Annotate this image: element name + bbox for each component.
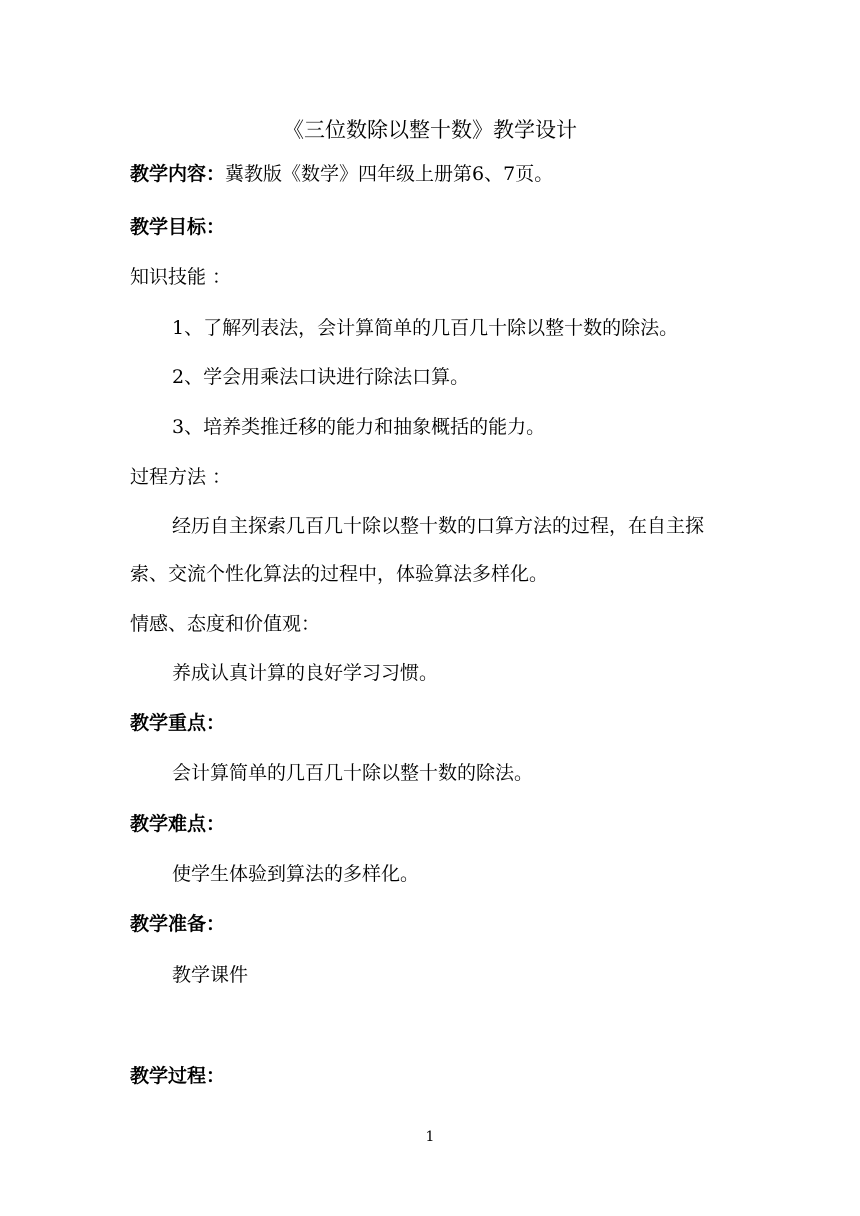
- process-heading: 过程方法 ：: [130, 466, 232, 488]
- content-text: 冀教版《数学》四年级上册第6、7页。: [225, 163, 554, 185]
- knowledge-item-2: 2、学会用乘法口诀进行除法口算。: [172, 366, 470, 388]
- process-text-line-2: 索、交流个性化算法的过程中，体验算法多样化。: [130, 563, 549, 585]
- knowledge-item-3: 3、培养类推迁移的能力和抽象概括的能力。: [172, 416, 546, 438]
- page-number: 1: [425, 1129, 435, 1145]
- emotion-heading: 情感、态度和价值观：: [130, 613, 321, 635]
- difficulty-heading: 教学难点：: [130, 813, 226, 835]
- preparation-heading: 教学准备：: [130, 913, 226, 935]
- document-title: 《三位数除以整十数》教学设计: [283, 118, 577, 142]
- objectives-heading: 教学目标：: [130, 216, 226, 238]
- process-section-heading: 教学过程：: [130, 1065, 226, 1087]
- knowledge-heading: 知识技能 ：: [130, 266, 232, 288]
- content-line: [130, 162, 553, 186]
- difficulty-text: 使学生体验到算法的多样化。: [172, 863, 420, 885]
- key-point-heading: 教学重点：: [130, 712, 226, 734]
- knowledge-item-1: 1、了解列表法，会计算简单的几百几十除以整十数的除法。: [172, 317, 679, 339]
- key-point-text: 会计算简单的几百几十除以整十数的除法。: [172, 762, 534, 784]
- preparation-text: 教学课件: [172, 964, 249, 986]
- content-label: 教学内容：: [130, 163, 226, 185]
- emotion-text: 养成认真计算的良好学习习惯。: [172, 662, 439, 684]
- process-text-line-1: 经历自主探索几百几十除以整十数的口算方法的过程，在自主探: [172, 515, 705, 537]
